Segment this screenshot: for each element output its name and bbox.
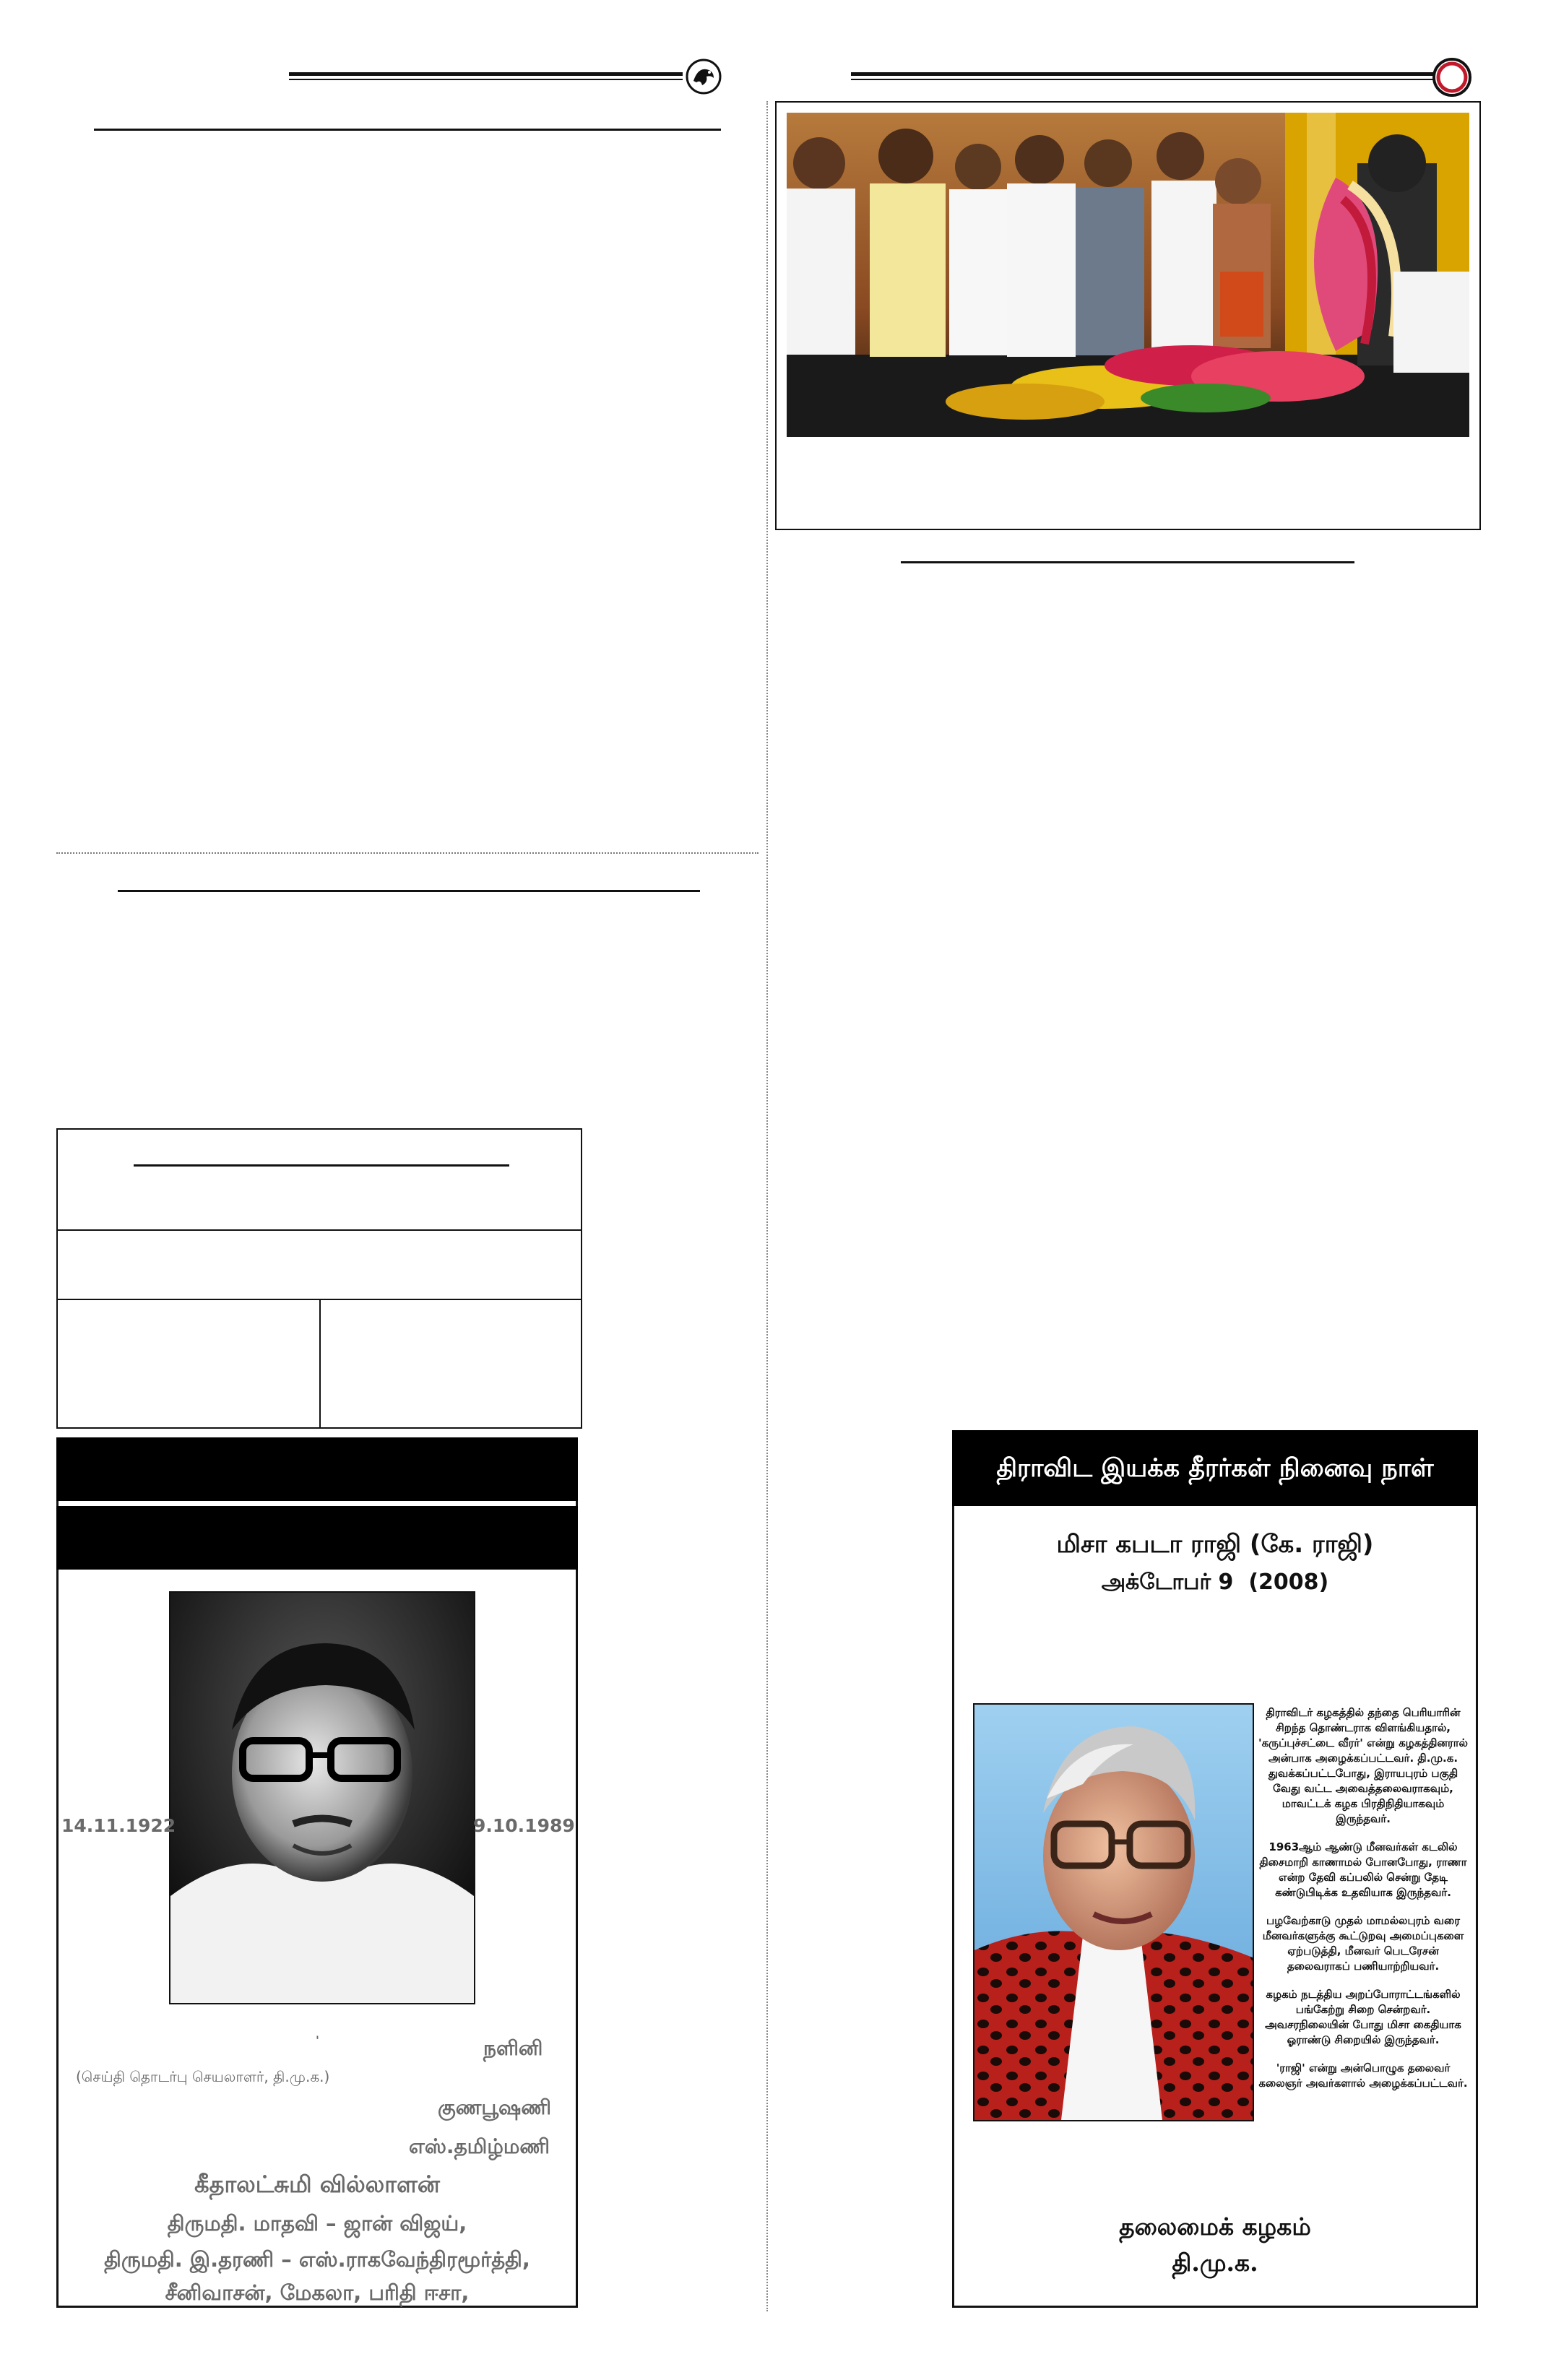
left-info-box bbox=[56, 1128, 582, 1429]
header-rule-left bbox=[289, 72, 683, 76]
column-divider bbox=[766, 101, 768, 2311]
header-rule-right-thin bbox=[851, 79, 1435, 80]
mourner-line-6: திருமதி. மாதவி – ஜான் விஜய், bbox=[167, 2211, 467, 2236]
left-headline-rule bbox=[94, 129, 721, 131]
header-rule-right bbox=[851, 72, 1435, 76]
mourner-line-7: திருமதி. இ.தரணி – எஸ்.ராகவேந்திரமூர்த்தி, bbox=[104, 2247, 530, 2272]
memorial-left-header-band-2 bbox=[56, 1506, 578, 1570]
bio-paragraph-2: 1963ஆம் ஆண்டு மீனவர்கள் கடலில் திசைமாறி காணாமல் போனபோது, ராணா என்ற தேவி கப்பலில் சென்று தேடி கண்டுபிடிக்க உதவியாக இருந்தவர். bbox=[1259, 1840, 1467, 1899]
memorial-left-box bbox=[56, 1437, 578, 2308]
mourner-line-4: எஸ்.தமிழ்மணி bbox=[409, 2134, 550, 2158]
header-rule-left-thin bbox=[289, 79, 683, 80]
bio-paragraph-5: 'ராஜி' என்று அன்பொழுக தலைவர் கலைஞர் அவர்களால் அழைக்கப்பட்டவர். bbox=[1258, 2061, 1468, 2090]
info-box-title-rule bbox=[134, 1164, 509, 1167]
left-dotted-separator bbox=[56, 852, 758, 854]
memorial-right-header-band bbox=[952, 1430, 1478, 1506]
page-badge-circle-icon bbox=[1431, 56, 1473, 98]
info-box-divider-1 bbox=[58, 1229, 581, 1231]
mourner-line-5: கீதாலட்சுமி வில்லாளன் bbox=[194, 2171, 440, 2198]
memorial-right-name: மிசா கபடா ராஜி (கே. ராஜி) bbox=[1056, 1530, 1374, 1559]
right-headline-rule bbox=[901, 561, 1354, 563]
right-photo-frame bbox=[775, 101, 1481, 530]
mourner-mark: ' bbox=[316, 2033, 319, 2047]
bio-paragraph-3: பழவேற்காடு முதல் மாமல்லபுரம் வரை மீனவர்களுக்கு கூட்டுறவு அமைப்புகளை ஏற்படுத்தி, மீனவர் பெடரேசன் தலைவராகப் பணியாற்றியவர். bbox=[1262, 1914, 1464, 1973]
memorial-left-death-date: 9.10.1989 bbox=[473, 1815, 575, 1836]
memorial-right-bio bbox=[1255, 1705, 1471, 2104]
left-second-headline-rule bbox=[118, 890, 700, 892]
memorial-right-portrait bbox=[973, 1703, 1254, 2121]
party-emblem-icon bbox=[685, 58, 722, 95]
memorial-right-date: அக்டோபர் 9 (2008) bbox=[1101, 1570, 1329, 1595]
memorial-left-portrait bbox=[169, 1591, 475, 2004]
memorial-right-footer-1: தலைமைக் கழகம் bbox=[1119, 2212, 1311, 2241]
memorial-left-header-band-1 bbox=[56, 1437, 578, 1501]
info-box-vertical-divider bbox=[319, 1300, 321, 1427]
memorial-right-box bbox=[952, 1430, 1478, 2308]
mourner-line-1: நளினி bbox=[483, 2036, 543, 2060]
mourner-line-3: குணபூஷணி bbox=[438, 2095, 552, 2119]
mourner-line-2: (செய்தி தொடர்பு செயலாளர், தி.மு.க.) bbox=[76, 2068, 330, 2085]
memorial-right-header-text: திராவிட இயக்க தீரர்கள் நினைவு நாள் bbox=[996, 1453, 1434, 1483]
memorial-right-footer-2: தி.மு.க. bbox=[1172, 2249, 1258, 2277]
bio-paragraph-1: திராவிடர் கழகத்தில் தந்தை பெரியாரின் சிறந்த தொண்டராக விளங்கியதால், 'கருப்புச்சட்டை வீரர்' என்று கழகத்தினரால் அன்பாக அழைக்கப்பட்டவர். தி.மு.க. துவக்கப்பட்டபோது, இராயபுரம் பகுதி வேது வட்ட அவைத்தலைவராகவும், மாவட்டக் கழக பிரதிநிதியாகவும் இருந்தவர். bbox=[1258, 1706, 1468, 1825]
mourner-line-8: சீனிவாசன், மேகலா, பரிதி ஈசா, bbox=[165, 2280, 470, 2305]
news-photo-temple-tribute bbox=[787, 113, 1469, 437]
memorial-left-birth-date: 14.11.1922 bbox=[61, 1815, 176, 1836]
bio-paragraph-4: கழகம் நடத்திய அறப்போராட்டங்களில் பங்கேற்று சிறை சென்றவர். அவசரநிலையின் போது மிசா கைதியாக ஓராண்டு சிறையில் இருந்தவர். bbox=[1265, 1988, 1461, 2046]
